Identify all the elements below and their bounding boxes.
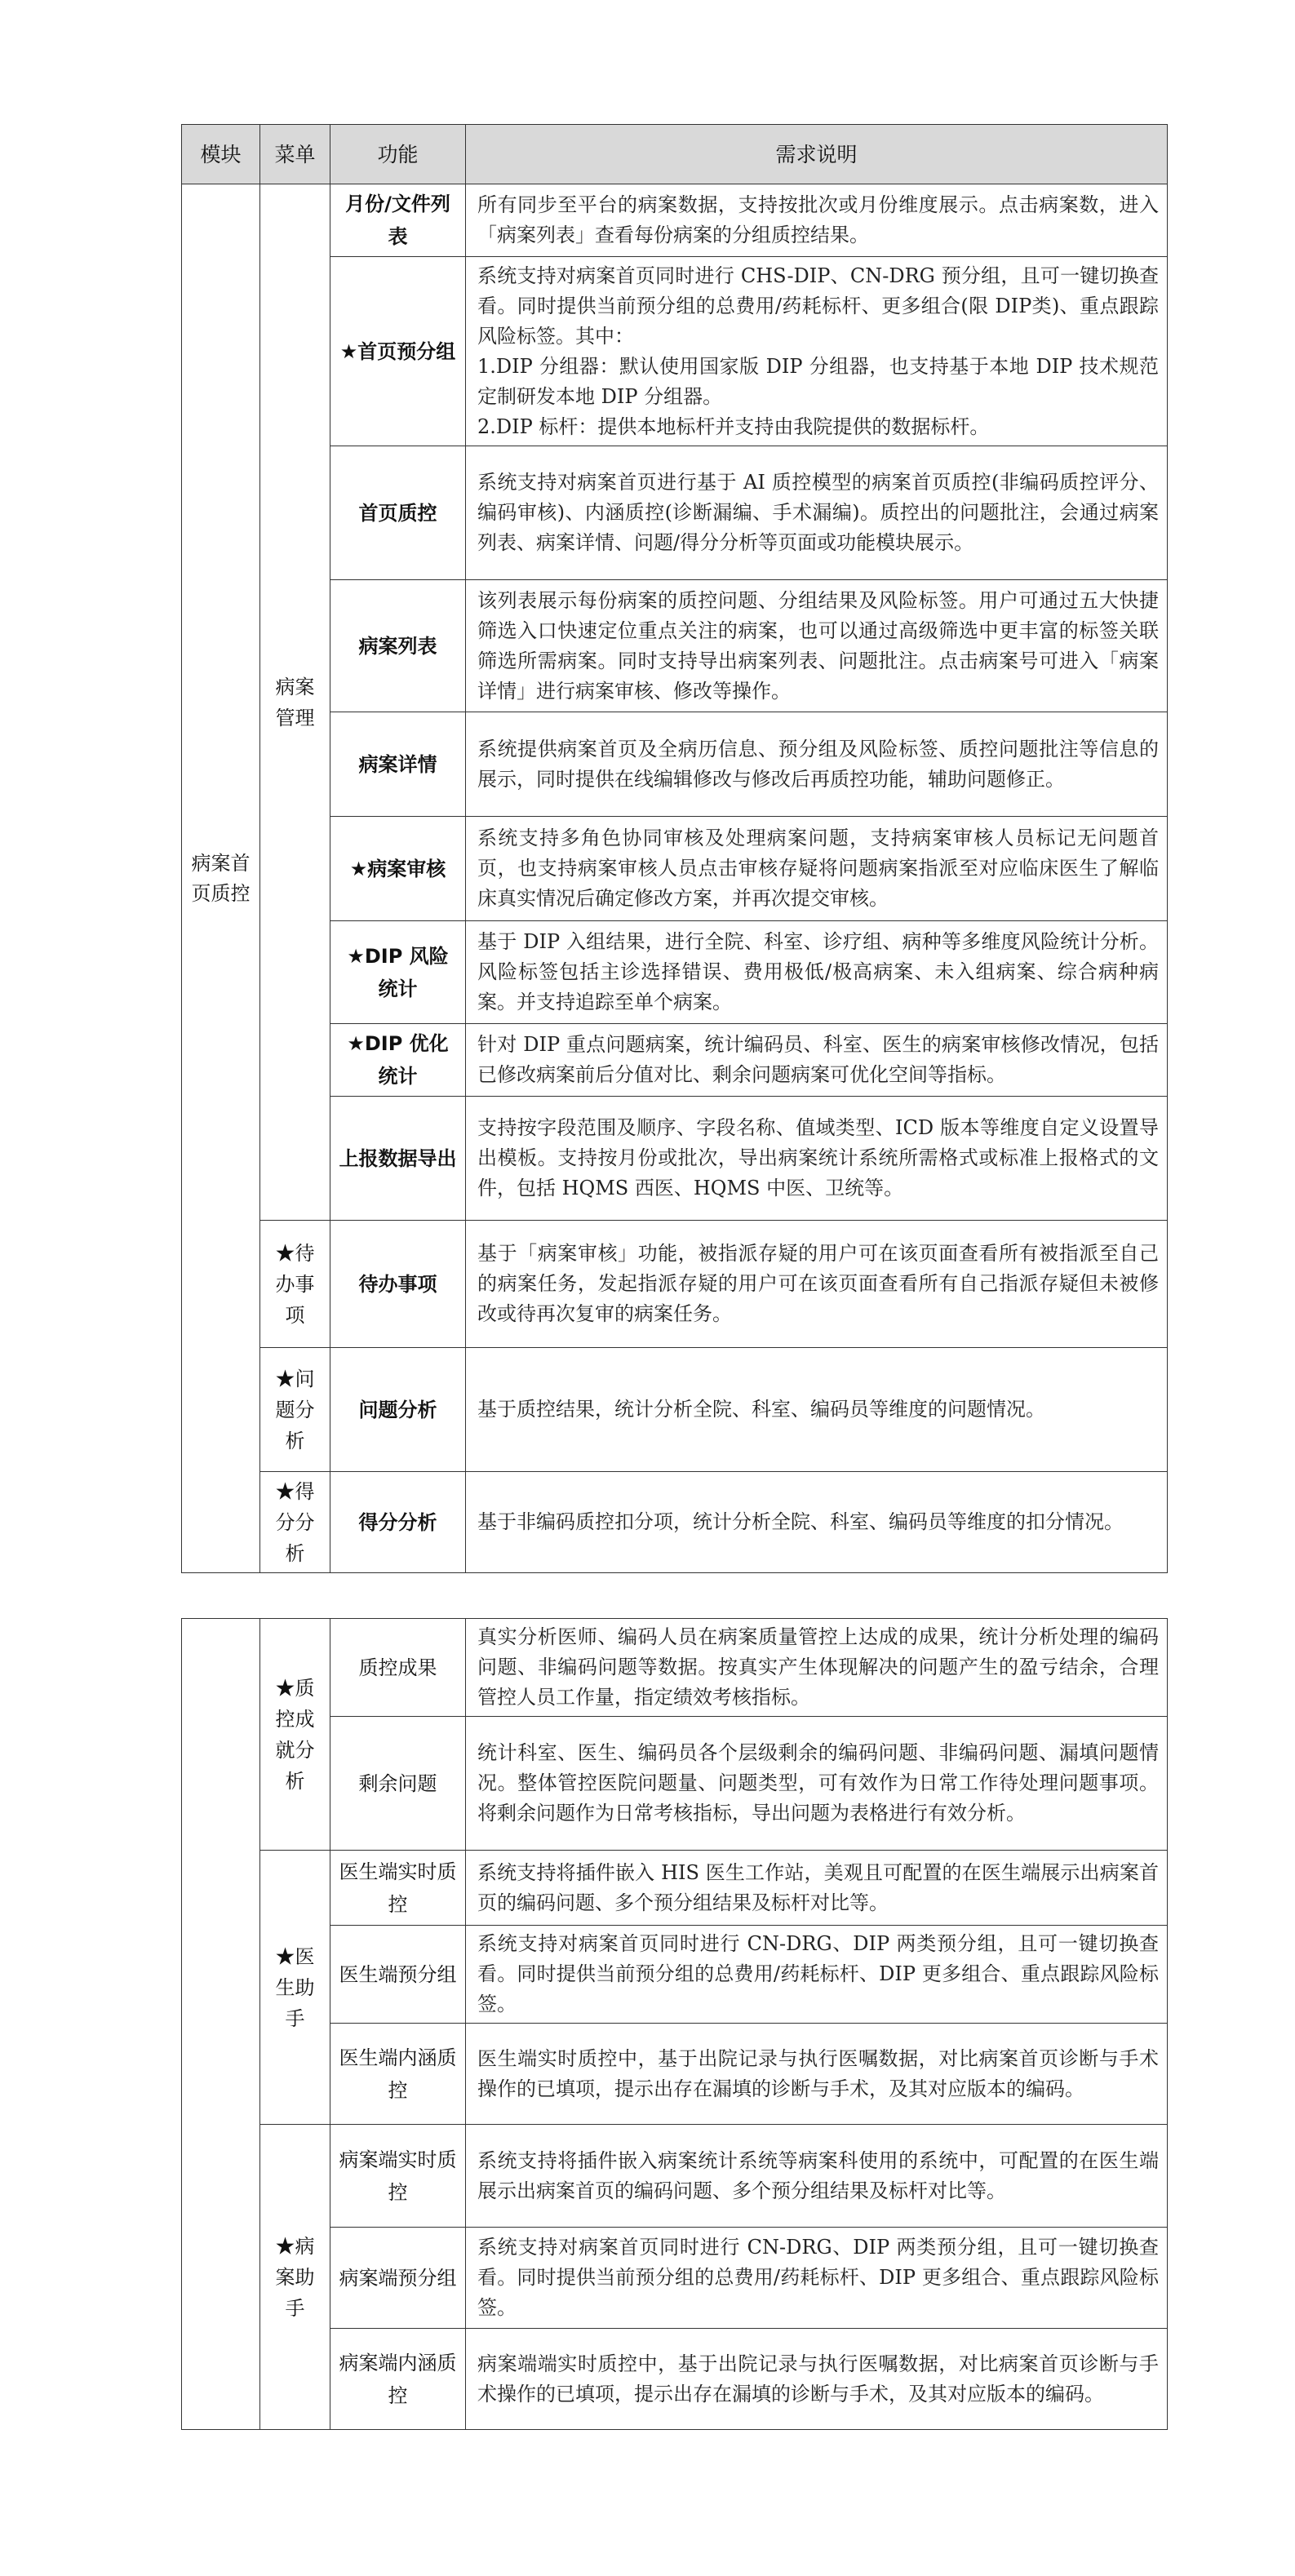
module-cell-empty [182, 1619, 260, 2430]
description-cell: 统计科室、医生、编码员各个层级剩余的编码问题、非编码问题、漏填问题情况。整体管控医院问题量、问题类型，可有效作为日常工作待处理问题事项。将剩余问题作为日常考核指标，导出问题为表格进行有效分析。 [466, 1717, 1168, 1851]
table-row [182, 2228, 1168, 2329]
description-cell: 系统支持对病案首页同时进行 CN-DRG、DIP 两类预分组，且可一键切换查看。同时提供当前预分组的总费用/药耗标杆、DIP 更多组合、重点跟踪风险标签。 [466, 1926, 1168, 2024]
menu-cell: ★医生助手 [260, 1851, 330, 2125]
menu-cell: ★质控成就分析 [260, 1619, 330, 1851]
description-cell: 该列表展示每份病案的质控问题、分组结果及风险标签。用户可通过五大快捷筛选入口快速定位重点关注的病案，也可以通过高级筛选中更丰富的标签关联筛选所需病案。同时支持导出病案列表、问题批注。点击病案号可进入「病案详情」进行病案审核、修改等操作。 [466, 580, 1168, 712]
function-cell: 待办事项 [330, 1221, 466, 1348]
description-cell [466, 257, 1168, 446]
module-cell: 病案首页质控 [182, 184, 260, 1573]
description-cell: 基于质控结果，统计分析全院、科室、编码员等维度的问题情况。 [466, 1348, 1168, 1472]
function-cell: 质控成果 [330, 1619, 466, 1717]
description-cell: 支持按字段范围及顺序、字段名称、值域类型、ICD 版本等维度自定义设置导出模板。支持按月份或批次，导出病案统计系统所需格式或标准上报格式的文件，包括 HQMS 西医、HQMS 中医、卫统等。 [466, 1097, 1168, 1221]
header-function: 功能 [330, 125, 466, 184]
function-cell: 医生端内涵质控 [330, 2024, 466, 2125]
description-cell: 基于 DIP 入组结果，进行全院、科室、诊疗组、病种等多维度风险统计分析。风险标签包括主诊选择错误、费用极低/极高病案、未入组病案、综合病种病案。并支持追踪至单个病案。 [466, 921, 1168, 1024]
description-cell: 基于「病案审核」功能，被指派存疑的用户可在该页面查看所有被指派至自己的病案任务，发起指派存疑的用户可在该页面查看所有自己指派存疑但未被修改或待再次复审的病案任务。 [466, 1221, 1168, 1348]
table-row [182, 2329, 1168, 2430]
function-cell: 病案列表 [330, 580, 466, 712]
menu-cell: ★病案助手 [260, 2125, 330, 2430]
table-row [182, 712, 1168, 817]
menu-cell: ★问题分析 [260, 1348, 330, 1472]
description-cell: 所有同步至平台的病案数据，支持按批次或月份维度展示。点击病案数，进入「病案列表」查看每份病案的分组质控结果。 [466, 184, 1168, 257]
table-row [182, 1717, 1168, 1851]
description-line: 系统支持对病案首页同时进行 CHS-DIP、CN-DRG 预分组，且可一键切换查看。同时提供当前预分组的总费用/药耗标杆、更多组合(限 DIP类)、重点跟踪风险标签。其中： [477, 264, 1159, 348]
function-cell: 病案端内涵质控 [330, 2329, 466, 2430]
requirements-table-1 [181, 124, 1168, 1573]
description-cell: 系统支持对病案首页同时进行 CN-DRG、DIP 两类预分组，且可一键切换查看。同时提供当前预分组的总费用/药耗标杆、DIP 更多组合、重点跟踪风险标签。 [466, 2228, 1168, 2329]
function-cell: 月份/文件列表 [330, 184, 466, 257]
function-cell: ★首页预分组 [330, 257, 466, 446]
function-cell: 得分分析 [330, 1472, 466, 1573]
description-cell: 系统支持多角色协同审核及处理病案问题，支持病案审核人员标记无问题首页，也支持病案审核人员点击审核存疑将问题病案指派至对应临床医生了解临床真实情况后确定修改方案，并再次提交审核。 [466, 817, 1168, 921]
description-cell: 医生端实时质控中，基于出院记录与执行医嘱数据，对比病案首页诊断与手术操作的已填项，提示出存在漏填的诊断与手术，及其对应版本的编码。 [466, 2024, 1168, 2125]
description-line: 1.DIP 分组器：默认使用国家版 DIP 分组器，也支持基于本地 DIP 技术规范定制研发本地 DIP 分组器。 [477, 354, 1159, 408]
description-cell: 真实分析医师、编码人员在病案质量管控上达成的成果，统计分析处理的编码问题、非编码问题等数据。按真实产生体现解决的问题产生的盈亏结余，合理管控人员工作量，指定绩效考核指标。 [466, 1619, 1168, 1717]
table-row [182, 2024, 1168, 2125]
function-cell: 上报数据导出 [330, 1097, 466, 1221]
description-cell: 系统支持将插件嵌入 HIS 医生工作站，美观且可配置的在医生端展示出病案首页的编码问题、多个预分组结果及标杆对比等。 [466, 1851, 1168, 1926]
description-cell: 病案端端实时质控中，基于出院记录与执行医嘱数据，对比病案首页诊断与手术操作的已填项，提示出存在漏填的诊断与手术，及其对应版本的编码。 [466, 2329, 1168, 2430]
table-header-row [182, 125, 1168, 184]
function-cell: 剩余问题 [330, 1717, 466, 1851]
menu-cell: ★得分分析 [260, 1472, 330, 1573]
function-cell: 医生端预分组 [330, 1926, 466, 2024]
description-cell: 系统提供病案首页及全病历信息、预分组及风险标签、质控问题批注等信息的展示，同时提供在线编辑修改与修改后再质控功能，辅助问题修正。 [466, 712, 1168, 817]
table-row [182, 1221, 1168, 1348]
table-row [182, 1926, 1168, 2024]
table-row [182, 1619, 1168, 1717]
function-cell: 病案端实时质控 [330, 2125, 466, 2228]
function-cell: 首页质控 [330, 446, 466, 580]
function-cell: ★DIP 优化统计 [330, 1024, 466, 1097]
description-cell: 系统支持对病案首页进行基于 AI 质控模型的病案首页质控(非编码质控评分、编码审核)、内涵质控(诊断漏编、手术漏编)。质控出的问题批注，会通过病案列表、病案详情、问题/得分分析等页面或功能模块展示。 [466, 446, 1168, 580]
table-row [182, 1097, 1168, 1221]
description-cell: 系统支持将插件嵌入病案统计系统等病案科使用的系统中，可配置的在医生端展示出病案首页的编码问题、多个预分组结果及标杆对比等。 [466, 2125, 1168, 2228]
description-line: 2.DIP 标杆：提供本地标杆并支持由我院提供的数据标杆。 [477, 415, 990, 438]
table-row [182, 184, 1168, 257]
description-cell: 基于非编码质控扣分项，统计分析全院、科室、编码员等维度的扣分情况。 [466, 1472, 1168, 1573]
function-cell: 医生端实时质控 [330, 1851, 466, 1926]
description-cell: 针对 DIP 重点问题病案，统计编码员、科室、医生的病案审核修改情况，包括已修改病案前后分值对比、剩余问题病案可优化空间等指标。 [466, 1024, 1168, 1097]
menu-cell: ★待办事项 [260, 1221, 330, 1348]
table-row [182, 2125, 1168, 2228]
table-row [182, 1851, 1168, 1926]
table-row [182, 257, 1168, 446]
function-cell: ★DIP 风险统计 [330, 921, 466, 1024]
function-cell: ★病案审核 [330, 817, 466, 921]
menu-cell: 病案管理 [260, 184, 330, 1221]
function-cell: 病案详情 [330, 712, 466, 817]
table-row [182, 446, 1168, 580]
header-module: 模块 [182, 125, 260, 184]
table-row [182, 921, 1168, 1024]
header-menu: 菜单 [260, 125, 330, 184]
requirements-table-2 [181, 1618, 1168, 2430]
header-description: 需求说明 [466, 125, 1168, 184]
table-row [182, 1024, 1168, 1097]
function-cell: 问题分析 [330, 1348, 466, 1472]
function-cell: 病案端预分组 [330, 2228, 466, 2329]
table-row [182, 1472, 1168, 1573]
table-row [182, 817, 1168, 921]
table-row [182, 1348, 1168, 1472]
table-row [182, 580, 1168, 712]
